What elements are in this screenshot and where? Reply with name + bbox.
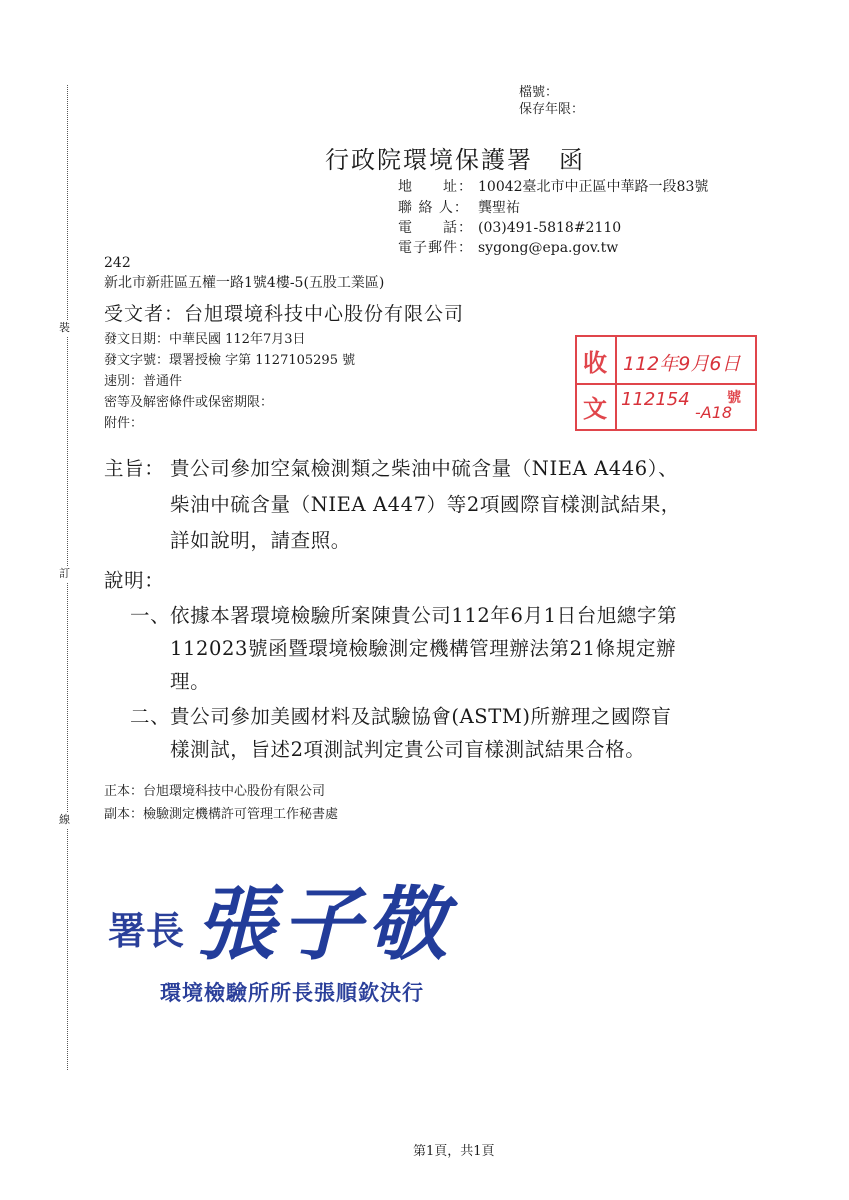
binding-mark: 線: [59, 813, 70, 826]
signature-delegate: 環境檢驗所所長張順欽決行: [160, 980, 424, 1005]
subject-line: 柴油中硫含量（NIEA A447）等2項國際盲樣測試結果，: [170, 493, 681, 516]
email-value: sygong@epa.gov.tw: [478, 240, 619, 256]
explanation-line: 112023號函暨環境檢驗測定機構管理辦法第21條規定辦: [170, 637, 677, 660]
explanation-line: 依據本署環境檢驗所案陳貴公司112年6月1日台旭總字第: [170, 604, 678, 627]
issue-date: 發文日期：中華民國 112年7月3日: [104, 332, 306, 347]
explanation-line: 樣測試，旨述2項測試判定貴公司盲樣測試結果合格。: [170, 738, 646, 761]
address-label: 地 址：: [398, 179, 473, 195]
contact-email: [398, 238, 618, 258]
subject-line: 貴公司參加空氣檢測類之柴油中硫含量（NIEA A446）、: [170, 457, 679, 480]
stamp-number: 112154: [621, 389, 690, 410]
recipient: 受文者：台旭環境科技中心股份有限公司: [104, 303, 465, 325]
binding-mark: 訂: [59, 567, 70, 580]
stamp-extra: -A18: [695, 403, 733, 422]
email-label: 電子郵件：: [398, 240, 473, 256]
item-number: 一、: [130, 604, 171, 627]
subject-label: 主旨：: [104, 457, 165, 480]
signature-title: 署長: [108, 908, 185, 953]
person-value: 龔聖祐: [478, 200, 520, 216]
contact-phone: [398, 218, 621, 238]
distribution-copy: 副本：檢驗測定機構許可管理工作秘書處: [104, 807, 339, 822]
explanation-line: 理。: [170, 670, 211, 693]
speed-class: 速別：普通件: [104, 374, 183, 389]
issue-number: 發文字號：環署授檢 字第 1127105295 號: [104, 353, 356, 368]
signature-name: 張子敬: [195, 877, 453, 971]
binding-mark: 裝: [59, 321, 70, 334]
stamp-date: 112年9月6日: [623, 353, 741, 375]
stamp-suffix: 號: [727, 390, 741, 406]
addressee-address: 新北市新莊區五權一路1號4樓-5(五股工業區): [104, 275, 385, 291]
explanation-line: 貴公司參加美國材料及試驗協會(ASTM)所辦理之國際盲: [170, 705, 672, 728]
subject-line: 詳如說明，請查照。: [170, 529, 351, 552]
retention-period: 保存年限：: [519, 102, 585, 117]
attachments: 附件：: [104, 416, 144, 431]
postal-code: 242: [104, 255, 131, 271]
stamp-label-document: 文: [583, 394, 607, 423]
page-number: 第1頁，共1頁: [413, 1144, 495, 1159]
address-value: 10042臺北市中正區中華路一段83號: [478, 179, 709, 195]
phone-value: (03)491-5818#2110: [478, 220, 622, 236]
person-label: 聯 絡 人：: [398, 200, 469, 216]
receipt-stamp: [575, 335, 757, 431]
explanation-label: 說明：: [104, 569, 165, 592]
distribution-main: 正本：台旭環境科技中心股份有限公司: [104, 784, 326, 799]
phone-label: 電 話：: [398, 220, 473, 236]
contact-address: [398, 177, 708, 197]
secrecy-level: 密等及解密條件或保密期限：: [104, 395, 274, 410]
stamp-label-receive: 收: [583, 348, 607, 377]
contact-person: [398, 198, 520, 218]
file-number: 檔號：: [519, 85, 559, 100]
item-number: 二、: [130, 705, 171, 728]
document-title: 行政院環境保護署 函: [325, 146, 585, 174]
